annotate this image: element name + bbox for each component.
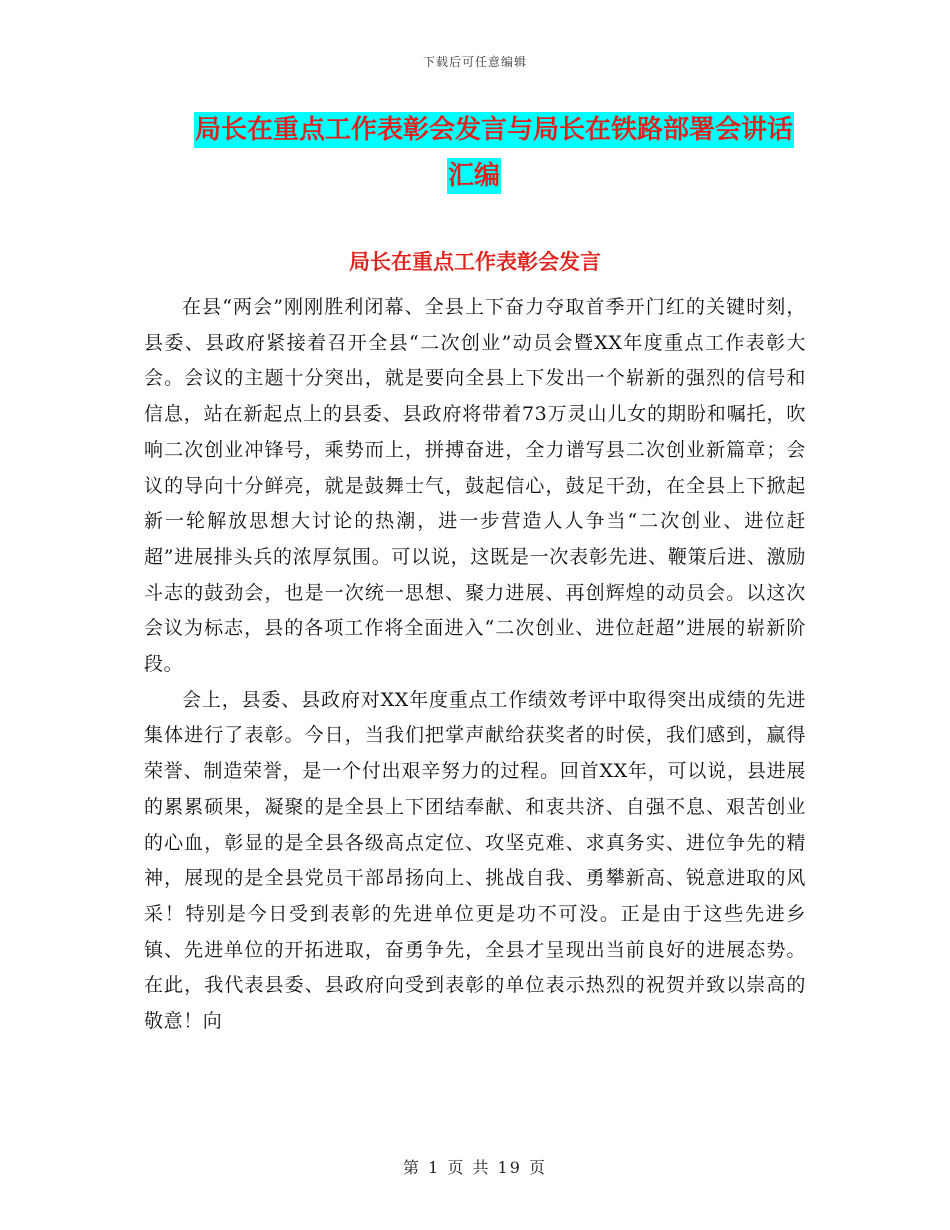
header-note: 下载后可任意编辑: [422, 55, 527, 69]
title-line-1: 局长在重点工作表彰会发言与局长在铁路部署会讲话: [194, 112, 794, 148]
section-title: 局长在重点工作表彰会发言: [349, 250, 601, 274]
page-indicator: 第 1 页 共 19 页: [403, 1158, 547, 1177]
paragraph: 在县“两会”刚刚胜利闭幕、全县上下奋力夺取首季开门红的关键时刻，县委、县政府紧接着召开全县“二次创业”动员会暨XX年度重点工作表彰大会。会议的主题十分突出，就是要向全县上下发出一个崭新的强烈的信号和信息，站在新起点上的县委、县政府将带着73万灵山儿女的期盼和嘱托，吹响二次创业冲锋号，乘势而上，拼搏奋进，全力谱写县二次创业新篇章；会议的导向十分鲜亮，就是鼓舞士气，鼓起信心，鼓足干劲，在全县上下掀起新一轮解放思想大讨论的热潮，进一步营造人人争当“二次创业、进位赶超”进展排头兵的浓厚氛围。可以说，这既是一次表彰先进、鞭策后进、激励斗志的鼓劲会，也是一次统一思想、聚力进展、再创辉煌的动员会。以这次会议为标志，县的各项工作将全面进入“二次创业、进位赶超”进展的崭新阶段。: [144, 296, 806, 676]
title-line-2: 汇编: [447, 158, 501, 194]
body-text: [144, 290, 806, 1040]
paragraph: 会上，县委、县政府对XX年度重点工作绩效考评中取得突出成绩的先进集体进行了表彰。今日，当我们把掌声献给获奖者的时侯，我们感到，赢得荣誉、制造荣誉，是一个付出艰辛努力的过程。回首XX年，可以说，县进展的累累硕果，凝聚的是全县上下团结奉献、和衷共济、自强不息、艰苦创业的心血，彰显的是全县各级高点定位、攻坚克难、求真务实、进位争先的精神，展现的是全县党员干部昂扬向上、挑战自我、勇攀新高、锐意进取的风采！特别是今日受到表彰的先进单位更是功不可没。正是由于这些先进乡镇、先进单位的开拓进取，奋勇争先，全县才呈现出当前良好的进展态势。在此，我代表县委、县政府向受到表彰的单位表示热烈的祝贺并致以崇高的敬意！向: [144, 688, 806, 1033]
